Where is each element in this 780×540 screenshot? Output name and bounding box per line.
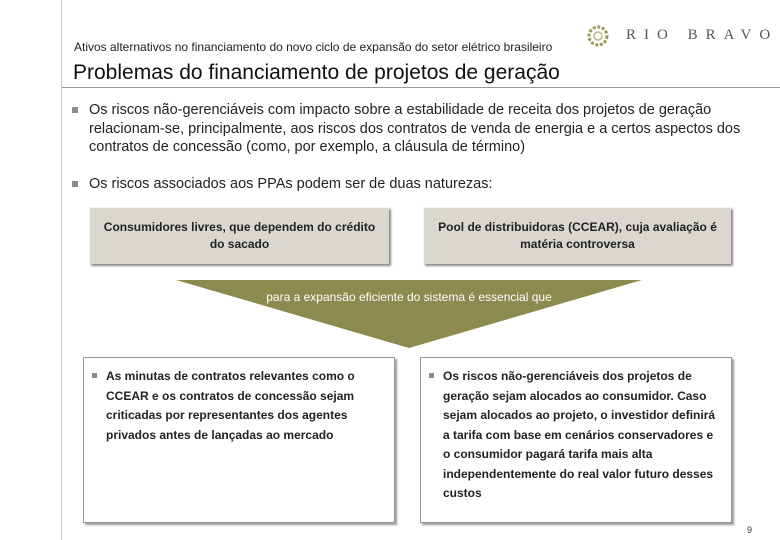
page-number: 9 — [747, 525, 753, 535]
square-bullet-icon — [72, 107, 78, 113]
conclusion-panel-contracts — [83, 357, 395, 523]
left-margin-rule — [61, 0, 62, 540]
square-bullet-icon — [92, 373, 97, 378]
company-logo — [586, 24, 779, 50]
bullet-point-2 — [72, 175, 742, 194]
risk-box-distributors-pool — [423, 207, 731, 264]
risk-box-free-consumers — [89, 207, 389, 264]
presentation-subtitle: Ativos alternativos no financiamento do novo ciclo de expansão do setor elétrico brasileiro — [74, 40, 553, 54]
panel-text: As minutas de contratos relevantes como o CCEAR e os contratos de concessão sejam criticadas por representantes dos agentes privados antes de lançadas ao mercado — [106, 369, 355, 442]
bullet-text: Os riscos associados aos PPAs podem ser de duas naturezas: — [89, 176, 493, 192]
funnel-text: para a expansão eficiente do sistema é essencial que — [266, 290, 552, 304]
square-bullet-icon — [429, 373, 434, 378]
rio-bravo-logo-icon — [586, 24, 610, 48]
conclusion-panel-risk-allocation — [420, 357, 732, 523]
panel-text: Os riscos não-gerenciáveis dos projetos de geração sejam alocados ao consumidor. Caso sejam alocados ao projeto, o investidor definirá a tarifa com base em cenários conservadores e o consumidor pagará tarifa mais alta independentemente do real valor futuro desses custos — [443, 369, 716, 500]
slide-title: Problemas do financiamento de projetos de geração — [73, 61, 560, 84]
logo-text: RIO BRAVO — [626, 27, 779, 43]
bullet-text: Os riscos não-gerenciáveis com impacto sobre a estabilidade de receita dos projetos de geração relacionam-se, principalmente, aos riscos dos contratos de venda de energia e a certos aspectos dos contratos de concessão (como, por exemplo, a cláusula de término) — [89, 102, 741, 155]
title-underline — [62, 87, 780, 88]
box-text: Pool de distribuidoras (CCEAR), cuja avaliação é matéria controversa — [438, 220, 717, 251]
box-text: Consumidores livres, que dependem do crédito do sacado — [103, 220, 376, 251]
bullet-point-1 — [72, 101, 742, 157]
square-bullet-icon — [72, 181, 78, 187]
